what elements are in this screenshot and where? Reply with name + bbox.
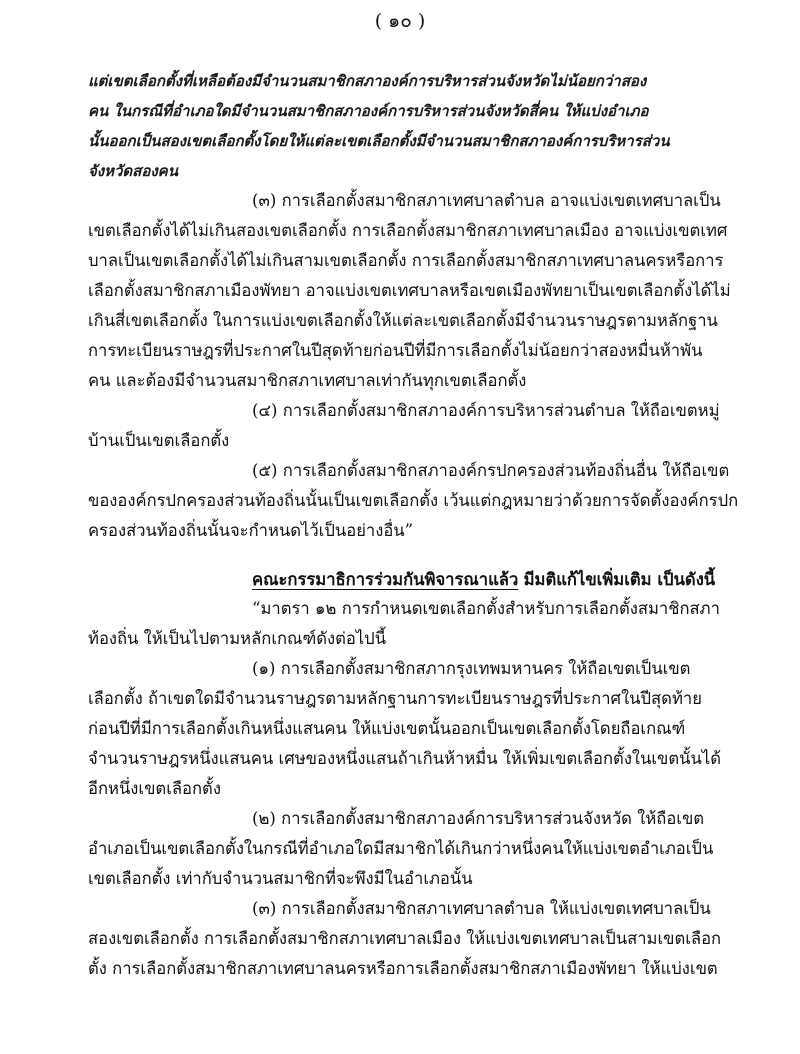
paragraph-line: จำนวนราษฎรหนึ่งแสนคน เศษของหนึ่งแสนถ้าเกินห้าหมื่น ให้เพิ่มเขตเลือกตั้งในเขตนั้นได้ — [88, 749, 721, 768]
italic-line: จังหวัดสองคน — [88, 162, 178, 180]
paragraph-line: เลือกตั้งสมาชิกสภาเมืองพัทยา อาจแบ่งเขตเทศบาลหรือเขตเมืองพัทยาเป็นเขตเลือกตั้งได้ไม่ — [88, 281, 731, 300]
paragraph-line: ก่อนปีที่มีการเลือกตั้งเกินหนึ่งแสนคน ให้แบ่งเขตนั้นออกเป็นเขตเลือกตั้งโดยถือเกณฑ์ — [88, 719, 686, 738]
paragraph-line: อีกหนึ่งเขตเลือกตั้ง — [88, 779, 221, 798]
paragraph-line: (๕) การเลือกตั้งสมาชิกสภาองค์กรปกครองส่วนท้องถิ่นอื่น ให้ถือเขต — [252, 461, 730, 480]
paragraph-line: (๓) การเลือกตั้งสมาชิกสภาเทศบาลตำบล อาจแบ่งเขตเทศบาลเป็น — [252, 191, 721, 210]
paragraph-line: ครองส่วนท้องถิ่นนั้นจะกำหนดไว้เป็นอย่างอื่น” — [88, 521, 414, 540]
paragraph-line: บาลเป็นเขตเลือกตั้งได้ไม่เกินสามเขตเลือกตั้ง การเลือกตั้งสมาชิกสภาเทศบาลนครหรือการ — [88, 251, 724, 270]
paragraph-line: เขตเลือกตั้ง เท่ากับจำนวนสมาชิกที่จะพึงมีในอำเภอนั้น — [88, 869, 473, 888]
paragraph-line: อำเภอเป็นเขตเลือกตั้งในกรณีที่อำเภอใดมีสมาชิกได้เกินกว่าหนึ่งคนให้แบ่งเขตอำเภอเป็น — [88, 839, 714, 858]
italic-line: แต่เขตเลือกตั้งที่เหลือต้องมีจำนวนสมาชิกสภาองค์การบริหารส่วนจังหวัดไม่น้อยกว่าสอง — [88, 72, 647, 90]
paragraph-line: (๓) การเลือกตั้งสมาชิกสภาเทศบาลตำบล ให้แบ่งเขตเทศบาลเป็น — [252, 899, 711, 918]
paragraph-line: (๑) การเลือกตั้งสมาชิกสภากรุงเทพมหานคร ให้ถือเขตเป็นเขต — [252, 659, 691, 678]
paragraph-line: ตั้ง การเลือกตั้งสมาชิกสภาเทศบาลนครหรือการเลือกตั้งสมาชิกสภาเมืองพัทยา ให้แบ่งเขต — [88, 959, 718, 978]
paragraph-line: คน และต้องมีจำนวนสมาชิกสภาเทศบาลเท่ากันทุกเขตเลือกตั้ง — [88, 371, 527, 390]
committee-heading — [252, 568, 715, 591]
paragraph-line: (๒) การเลือกตั้งสมาชิกสภาองค์การบริหารส่วนจังหวัด ให้ถือเขต — [252, 809, 705, 828]
page-number: ( ๑๐ ) — [374, 10, 426, 32]
committee-heading-resolution: มีมติแก้ไขเพิ่มเติม เป็นดังนี้ — [523, 569, 716, 589]
paragraph-line: เกินสี่เขตเลือกตั้ง ในการแบ่งเขตเลือกตั้งให้แต่ละเขตเลือกตั้งมีจำนวนราษฎรตามหลักฐาน — [88, 311, 718, 330]
paragraph-line: การทะเบียนราษฎรที่ประกาศในปีสุดท้ายก่อนปีที่มีการเลือกตั้งไม่น้อยกว่าสองหมื่นห้าพัน — [88, 341, 703, 360]
paragraph-line: เลือกตั้ง ถ้าเขตใดมีจำนวนราษฎรตามหลักฐานการทะเบียนราษฎรที่ประกาศในปีสุดท้าย — [88, 689, 702, 708]
paragraph-line: ท้องถิ่น ให้เป็นไปตามหลักเกณฑ์ดังต่อไปนี้ — [88, 629, 387, 648]
committee-heading-underlined: คณะกรรมาธิการร่วมกันพิจารณาแล้ว — [252, 569, 519, 589]
italic-line: คน ในกรณีที่อำเภอใดมีจำนวนสมาชิกสภาองค์การบริหารส่วนจังหวัดสี่คน ให้แบ่งอำเภอ — [88, 102, 649, 120]
paragraph-line: ขององค์กรปกครองส่วนท้องถิ่นนั้นเป็นเขตเลือกตั้ง เว้นแต่กฎหมายว่าด้วยการจัดตั้งองค์กรปก — [88, 491, 739, 510]
paragraph-line: บ้านเป็นเขตเลือกตั้ง — [88, 431, 230, 450]
italic-line: นั้นออกเป็นสองเขตเลือกตั้งโดยให้แต่ละเขตเลือกตั้งมีจำนวนสมาชิกสภาองค์การบริหารส่วน — [88, 132, 670, 150]
paragraph-line: (๔) การเลือกตั้งสมาชิกสภาองค์การบริหารส่วนตำบล ให้ถือเขตหมู่ — [252, 401, 720, 420]
paragraph-line: “มาตรา ๑๒ การกำหนดเขตเลือกตั้งสำหรับการเลือกตั้งสมาชิกสภา — [252, 599, 720, 618]
paragraph-line: สองเขตเลือกตั้ง การเลือกตั้งสมาชิกสภาเทศบาลเมือง ให้แบ่งเขตเทศบาลเป็นสามเขตเลือก — [88, 929, 722, 948]
paragraph-line: เขตเลือกตั้งได้ไม่เกินสองเขตเลือกตั้ง การเลือกตั้งสมาชิกสภาเทศบาลเมือง อาจแบ่งเขตเทศ — [88, 221, 728, 240]
